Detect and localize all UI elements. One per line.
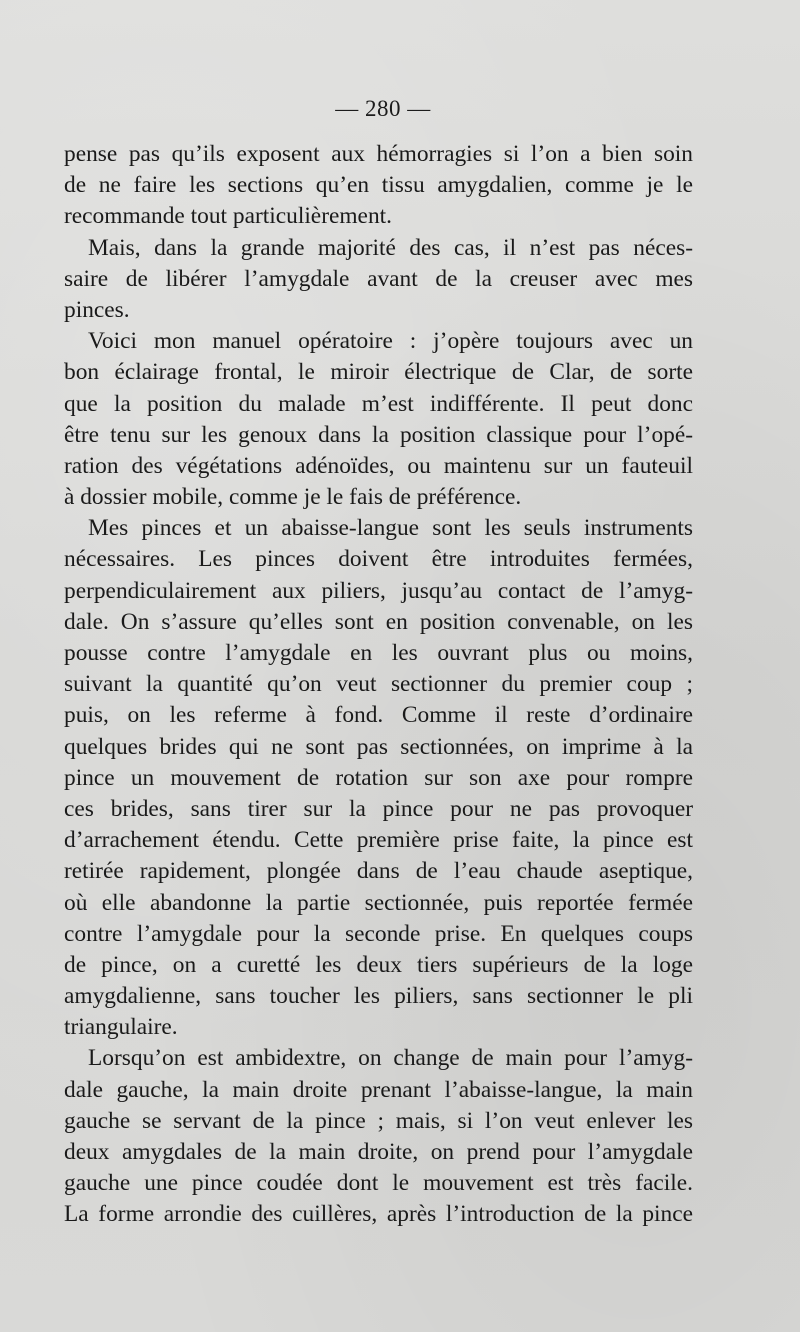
- text-line: d’arrachement étendu. Cette première prise faite, la pince est: [64, 827, 693, 854]
- text-line: Mes pinces et un abaisse-langue sont les seuls instruments: [88, 515, 693, 542]
- paragraph: [64, 513, 693, 1043]
- paragraph: [64, 1043, 693, 1230]
- text-line: La forme arrondie des cuillères, après l’introduction de la pince: [64, 1201, 693, 1228]
- text-line: que la position du malade m’est indifférente. Il peut donc: [64, 390, 693, 417]
- text-line: être tenu sur les genoux dans la position classique pour l’opé-: [64, 421, 693, 448]
- text-line: à dossier mobile, comme je le fais de préférence.: [64, 484, 522, 511]
- text-line: dale gauche, la main droite prenant l’abaisse-langue, la main: [64, 1076, 693, 1103]
- text-line: quelques brides qui ne sont pas sectionnées, on imprime à la: [64, 733, 693, 760]
- text-line: pousse contre l’amygdale en les ouvrant plus ou moins,: [64, 640, 693, 666]
- text-line: Mais, dans la grande majorité des cas, il n’est pas néces-: [88, 234, 693, 261]
- text-line: contre l’amygdale pour la seconde prise. En quelques coups: [64, 920, 693, 947]
- text-line: triangulaire.: [64, 1014, 178, 1041]
- text-line: saire de libérer l’amygdale avant de la creuser avec mes: [64, 265, 693, 292]
- text-line: ces brides, sans tirer sur la pince pour ne pas provoquer: [64, 795, 693, 822]
- text-line: puis, on les referme à fond. Comme il reste d’ordinaire: [64, 702, 693, 729]
- text-line: nécessaires. Les pinces doivent être introduites fermées,: [64, 546, 693, 573]
- body-text: [64, 139, 693, 1231]
- text-line: gauche se servant de la pince ; mais, si l’on veut enlever les: [64, 1107, 693, 1134]
- text-line: pince un mouvement de rotation sur son axe pour rompre: [64, 764, 693, 791]
- text-line: gauche une pince coudée dont le mouvement est très facile.: [64, 1170, 693, 1197]
- text-line: recommande tout particulièrement.: [64, 203, 392, 230]
- paragraph: [64, 326, 693, 513]
- text-line: pense pas qu’ils exposent aux hémorragies si l’on a bien soin: [64, 141, 693, 167]
- text-line: Voici mon manuel opératoire : j’opère toujours avec un: [88, 328, 693, 355]
- text-line: de pince, on a curetté les deux tiers supérieurs de la loge: [64, 951, 693, 978]
- paragraph: [64, 233, 693, 327]
- paragraph: [64, 139, 693, 233]
- text-line: où elle abandonne la partie sectionnée, puis reportée fermée: [64, 889, 693, 916]
- text-line: amygdalienne, sans toucher les piliers, sans sectionner le pli: [64, 983, 693, 1010]
- text-line: retirée rapidement, plongée dans de l’eau chaude aseptique,: [64, 858, 693, 885]
- text-line: suivant la quantité qu’on veut sectionner du premier coup ;: [64, 671, 693, 698]
- text-line: deux amygdales de la main droite, on prend pour l’amygdale: [64, 1139, 693, 1165]
- page-number: — 280 —: [335, 96, 431, 121]
- text-line: perpendiculairement aux piliers, jusqu’au contact de l’amyg-: [64, 577, 693, 604]
- text-line: bon éclairage frontal, le miroir électrique de Clar, de sorte: [64, 359, 693, 386]
- text-line: dale. On s’assure qu’elles sont en position convenable, on les: [64, 608, 693, 635]
- text-line: de ne faire les sections qu’en tissu amygdalien, comme je le: [64, 172, 693, 199]
- text-line: pinces.: [64, 296, 130, 323]
- text-line: Lorsqu’on est ambidextre, on change de main pour l’amyg-: [88, 1045, 693, 1072]
- text-line: ration des végétations adénoïdes, ou maintenu sur un fauteuil: [64, 452, 693, 479]
